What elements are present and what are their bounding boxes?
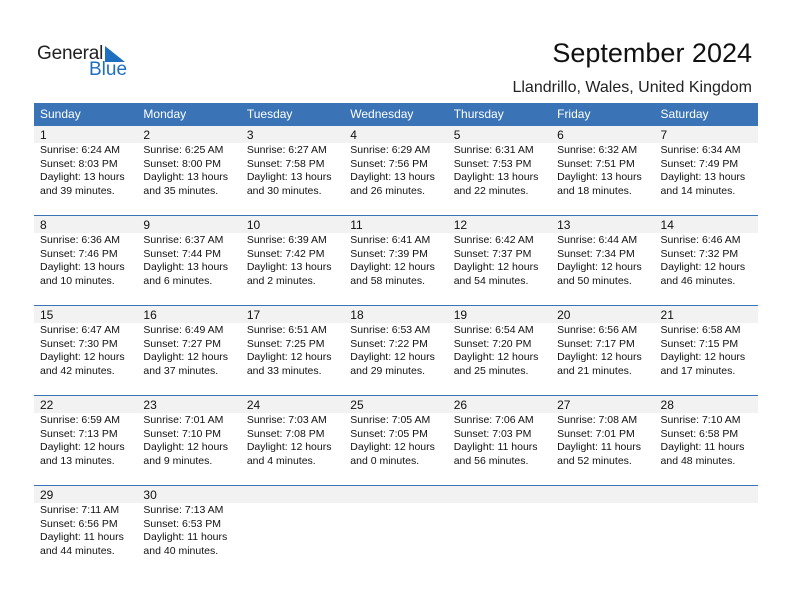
day-sunset-text: Sunset: 7:34 PM — [557, 247, 635, 260]
day-number: 4 — [350, 128, 357, 142]
day-daylight1-text: Daylight: 11 hours — [453, 441, 538, 453]
day-sunset-text: Sunset: 7:08 PM — [246, 427, 325, 440]
day-number: 8 — [40, 218, 47, 232]
day-daylight2-text: and 22 minutes. — [453, 184, 529, 197]
day-daylight1-text: Daylight: 12 hours — [350, 351, 435, 363]
day-sunrise-text: Sunrise: 6:31 AM — [453, 144, 534, 156]
day-sunset-text: Sunset: 7:30 PM — [40, 337, 118, 350]
day-detail-row — [34, 413, 758, 468]
weekday-tuesday: Tuesday — [246, 107, 293, 121]
day-daylight1-text: Daylight: 13 hours — [246, 171, 332, 183]
day-sunset-text: Sunset: 7:15 PM — [660, 337, 739, 350]
day-cell — [655, 413, 758, 468]
day-sunrise-text: Sunrise: 7:03 AM — [246, 414, 327, 426]
day-number: 15 — [40, 308, 54, 322]
day-sunrise-text: Sunrise: 7:08 AM — [557, 414, 638, 426]
weekday-wednesday: Wednesday — [350, 107, 414, 121]
day-daylight1-text: Daylight: 13 hours — [40, 261, 125, 273]
day-cell — [344, 143, 447, 198]
day-sunrise-text: Sunrise: 6:59 AM — [40, 414, 120, 426]
day-daylight1-text: Daylight: 12 hours — [453, 261, 539, 273]
day-cell — [241, 413, 344, 468]
day-daylight2-text: and 39 minutes. — [40, 184, 115, 197]
day-number — [448, 486, 551, 503]
day-daylight1-text: Daylight: 13 hours — [40, 171, 125, 183]
day-number: 23 — [143, 398, 157, 412]
day-sunset-text: Sunset: 7:46 PM — [40, 247, 118, 260]
day-sunrise-text: Sunrise: 6:39 AM — [246, 234, 327, 246]
day-daylight2-text: and 44 minutes. — [40, 544, 115, 557]
weekday-monday: Monday — [143, 107, 187, 121]
day-sunset-text: Sunset: 7:39 PM — [350, 247, 428, 260]
day-sunset-text: Sunset: 6:58 PM — [660, 427, 739, 440]
day-cell — [448, 143, 551, 198]
day-daylight2-text: and 2 minutes. — [246, 274, 316, 287]
day-number: 10 — [246, 218, 261, 232]
location-label: Llandrillo, Wales, United Kingdom — [512, 79, 752, 96]
day-daylight2-text: and 48 minutes. — [660, 454, 736, 467]
day-number-row — [34, 305, 758, 323]
day-sunset-text: Sunset: 7:32 PM — [660, 247, 739, 260]
day-detail-row — [34, 233, 758, 288]
day-daylight2-text: and 40 minutes. — [143, 544, 219, 557]
day-number: 24 — [246, 398, 261, 412]
day-number: 12 — [453, 218, 468, 232]
day-daylight2-text: and 13 minutes. — [40, 454, 115, 467]
day-cell — [655, 323, 758, 378]
day-sunset-text: Sunset: 7:01 PM — [557, 427, 635, 440]
day-number: 2 — [143, 128, 151, 142]
day-daylight2-text: and 58 minutes. — [350, 274, 425, 287]
day-cell — [344, 413, 447, 468]
brand-word-blue: Blue — [89, 59, 128, 80]
day-daylight2-text: and 9 minutes. — [143, 454, 213, 467]
day-daylight1-text: Daylight: 12 hours — [143, 351, 229, 363]
page-title: September 2024 — [552, 38, 752, 68]
day-sunset-text: Sunset: 8:03 PM — [40, 157, 118, 170]
day-sunrise-text: Sunrise: 6:36 AM — [40, 234, 120, 246]
day-cell — [34, 503, 137, 558]
weekday-saturday: Saturday — [660, 107, 709, 121]
brand-logo — [37, 43, 137, 83]
day-number: 21 — [660, 308, 674, 322]
day-sunset-text: Sunset: 7:27 PM — [143, 337, 222, 350]
day-daylight1-text: Daylight: 11 hours — [557, 441, 641, 453]
week-row — [34, 125, 758, 215]
day-daylight1-text: Daylight: 13 hours — [557, 171, 642, 183]
weekday-sunday: Sunday — [40, 107, 81, 121]
day-daylight2-text: and 50 minutes. — [557, 274, 632, 287]
day-sunset-text: Sunset: 7:37 PM — [453, 247, 532, 260]
day-number: 30 — [143, 488, 157, 502]
day-number-row — [34, 215, 758, 233]
day-sunrise-text: Sunrise: 6:51 AM — [246, 324, 327, 336]
day-daylight1-text: Daylight: 12 hours — [660, 351, 746, 363]
day-sunrise-text: Sunrise: 6:47 AM — [40, 324, 120, 336]
day-cell — [655, 233, 758, 288]
day-daylight2-text: and 33 minutes. — [246, 364, 322, 377]
day-sunrise-text: Sunrise: 7:06 AM — [453, 414, 534, 426]
day-daylight2-text: and 21 minutes. — [557, 364, 632, 377]
day-sunrise-text: Sunrise: 6:49 AM — [143, 324, 224, 336]
day-daylight2-text: and 54 minutes. — [453, 274, 529, 287]
brand-word-general: General — [37, 43, 104, 64]
day-cell — [551, 143, 654, 198]
day-number: 18 — [350, 308, 364, 322]
day-daylight2-text: and 30 minutes. — [246, 184, 322, 197]
day-daylight1-text: Daylight: 12 hours — [557, 261, 642, 273]
day-number: 25 — [350, 398, 364, 412]
day-daylight1-text: Daylight: 11 hours — [660, 441, 745, 453]
day-cell — [34, 413, 137, 468]
day-daylight2-text: and 56 minutes. — [453, 454, 529, 467]
day-sunrise-text: Sunrise: 6:56 AM — [557, 324, 638, 336]
day-daylight1-text: Daylight: 13 hours — [660, 171, 746, 183]
day-number: 3 — [246, 128, 254, 142]
day-sunrise-text: Sunrise: 6:29 AM — [350, 144, 431, 156]
day-daylight2-text: and 0 minutes. — [350, 454, 420, 467]
weekday-friday: Friday — [557, 107, 591, 121]
day-cell — [34, 323, 137, 378]
day-daylight1-text: Daylight: 12 hours — [350, 441, 435, 453]
day-sunrise-text: Sunrise: 6:24 AM — [40, 144, 120, 156]
day-daylight2-text: and 14 minutes. — [660, 184, 736, 197]
day-cell — [241, 323, 344, 378]
day-daylight1-text: Daylight: 12 hours — [246, 441, 332, 453]
day-daylight2-text: and 25 minutes. — [453, 364, 529, 377]
day-number: 27 — [557, 398, 571, 412]
day-cell — [551, 503, 654, 558]
day-number-row — [34, 395, 758, 413]
day-number: 16 — [143, 308, 157, 322]
day-sunset-text: Sunset: 7:58 PM — [246, 157, 325, 170]
day-number — [344, 486, 447, 503]
weekday-thursday: Thursday — [453, 107, 504, 121]
day-cell — [34, 233, 137, 288]
day-sunset-text: Sunset: 7:51 PM — [557, 157, 635, 170]
day-number: 14 — [660, 218, 674, 232]
day-daylight1-text: Daylight: 13 hours — [246, 261, 332, 273]
day-daylight2-text: and 52 minutes. — [557, 454, 632, 467]
day-daylight1-text: Daylight: 11 hours — [143, 531, 228, 543]
day-daylight2-text: and 37 minutes. — [143, 364, 219, 377]
day-number: 28 — [660, 398, 674, 412]
day-daylight2-text: and 4 minutes. — [246, 454, 316, 467]
day-sunset-text: Sunset: 7:03 PM — [453, 427, 532, 440]
day-sunset-text: Sunset: 7:17 PM — [557, 337, 635, 350]
day-number: 20 — [557, 308, 571, 322]
day-sunset-text: Sunset: 7:44 PM — [143, 247, 222, 260]
day-cell — [551, 323, 654, 378]
day-sunset-text: Sunset: 7:22 PM — [350, 337, 428, 350]
day-sunrise-text: Sunrise: 6:58 AM — [660, 324, 741, 336]
day-daylight1-text: Daylight: 13 hours — [143, 261, 229, 273]
day-number: 19 — [453, 308, 468, 322]
day-sunrise-text: Sunrise: 6:53 AM — [350, 324, 431, 336]
day-daylight1-text: Daylight: 13 hours — [350, 171, 435, 183]
day-sunset-text: Sunset: 6:56 PM — [40, 517, 118, 530]
day-sunset-text: Sunset: 8:00 PM — [143, 157, 222, 170]
weeks-container — [34, 125, 758, 575]
day-daylight1-text: Daylight: 12 hours — [40, 441, 125, 453]
day-cell — [655, 143, 758, 198]
day-sunset-text: Sunset: 7:42 PM — [246, 247, 325, 260]
day-daylight1-text: Daylight: 12 hours — [143, 441, 229, 453]
day-cell — [241, 233, 344, 288]
day-number: 26 — [453, 398, 468, 412]
day-detail-row — [34, 323, 758, 378]
day-daylight2-text: and 35 minutes. — [143, 184, 219, 197]
day-cell — [448, 503, 551, 558]
day-cell — [344, 233, 447, 288]
day-sunrise-text: Sunrise: 6:41 AM — [350, 234, 431, 246]
day-daylight2-text: and 18 minutes. — [557, 184, 632, 197]
day-sunset-text: Sunset: 7:10 PM — [143, 427, 222, 440]
day-cell — [137, 233, 240, 288]
day-cell — [448, 413, 551, 468]
day-sunrise-text: Sunrise: 6:42 AM — [453, 234, 534, 246]
day-daylight1-text: Daylight: 12 hours — [40, 351, 125, 363]
day-number: 6 — [557, 128, 564, 142]
day-daylight2-text: and 42 minutes. — [40, 364, 115, 377]
day-sunrise-text: Sunrise: 6:25 AM — [143, 144, 224, 156]
day-number: 9 — [143, 218, 151, 232]
day-sunrise-text: Sunrise: 6:46 AM — [660, 234, 741, 246]
day-sunrise-text: Sunrise: 6:32 AM — [557, 144, 638, 156]
day-number: 11 — [350, 218, 363, 232]
day-daylight1-text: Daylight: 13 hours — [453, 171, 539, 183]
day-cell — [137, 503, 240, 558]
day-sunrise-text: Sunrise: 6:34 AM — [660, 144, 741, 156]
day-sunrise-text: Sunrise: 7:01 AM — [143, 414, 224, 426]
weekday-header — [34, 103, 758, 125]
day-detail-row — [34, 503, 758, 558]
day-cell — [551, 413, 654, 468]
day-sunset-text: Sunset: 7:53 PM — [453, 157, 532, 170]
day-cell — [241, 503, 344, 558]
day-number-row — [34, 125, 758, 143]
day-sunrise-text: Sunrise: 6:27 AM — [246, 144, 327, 156]
day-cell — [655, 503, 758, 558]
day-sunrise-text: Sunrise: 6:54 AM — [453, 324, 534, 336]
day-number: 29 — [40, 488, 54, 502]
day-detail-row — [34, 143, 758, 198]
day-cell — [344, 323, 447, 378]
day-daylight2-text: and 17 minutes. — [660, 364, 736, 377]
day-cell — [137, 323, 240, 378]
day-sunrise-text: Sunrise: 6:44 AM — [557, 234, 638, 246]
day-cell — [241, 143, 344, 198]
day-sunset-text: Sunset: 7:56 PM — [350, 157, 428, 170]
day-daylight1-text: Daylight: 12 hours — [557, 351, 642, 363]
day-sunrise-text: Sunrise: 7:11 AM — [40, 504, 120, 516]
day-number: 13 — [557, 218, 571, 232]
week-row — [34, 395, 758, 485]
day-sunset-text: Sunset: 7:49 PM — [660, 157, 739, 170]
day-daylight2-text: and 10 minutes. — [40, 274, 115, 287]
day-number — [655, 486, 758, 503]
day-number — [241, 486, 344, 503]
day-number: 1 — [40, 128, 47, 142]
day-number: 22 — [40, 398, 54, 412]
day-daylight1-text: Daylight: 13 hours — [143, 171, 229, 183]
day-daylight1-text: Daylight: 12 hours — [350, 261, 435, 273]
day-daylight1-text: Daylight: 12 hours — [453, 351, 539, 363]
day-sunrise-text: Sunrise: 6:37 AM — [143, 234, 224, 246]
week-row — [34, 485, 758, 575]
day-daylight1-text: Daylight: 11 hours — [40, 531, 124, 543]
day-number: 5 — [453, 128, 461, 142]
day-daylight2-text: and 26 minutes. — [350, 184, 425, 197]
day-daylight2-text: and 6 minutes. — [143, 274, 213, 287]
day-cell — [448, 323, 551, 378]
day-daylight2-text: and 46 minutes. — [660, 274, 736, 287]
week-row — [34, 215, 758, 305]
day-sunrise-text: Sunrise: 7:05 AM — [350, 414, 431, 426]
day-number: 17 — [246, 308, 261, 322]
day-daylight2-text: and 29 minutes. — [350, 364, 425, 377]
day-sunset-text: Sunset: 7:20 PM — [453, 337, 532, 350]
day-sunset-text: Sunset: 6:53 PM — [143, 517, 222, 530]
day-sunset-text: Sunset: 7:25 PM — [246, 337, 325, 350]
day-sunrise-text: Sunrise: 7:10 AM — [660, 414, 741, 426]
day-number-row — [34, 485, 758, 503]
day-cell — [344, 503, 447, 558]
day-sunset-text: Sunset: 7:05 PM — [350, 427, 428, 440]
calendar-grid — [34, 103, 758, 575]
day-cell — [137, 413, 240, 468]
day-cell — [34, 143, 137, 198]
day-sunrise-text: Sunrise: 7:13 AM — [143, 504, 224, 516]
day-sunset-text: Sunset: 7:13 PM — [40, 427, 118, 440]
day-number — [551, 486, 654, 503]
day-daylight1-text: Daylight: 12 hours — [660, 261, 746, 273]
day-cell — [551, 233, 654, 288]
day-cell — [448, 233, 551, 288]
day-daylight1-text: Daylight: 12 hours — [246, 351, 332, 363]
day-cell — [137, 143, 240, 198]
week-row — [34, 305, 758, 395]
day-number: 7 — [660, 128, 668, 142]
